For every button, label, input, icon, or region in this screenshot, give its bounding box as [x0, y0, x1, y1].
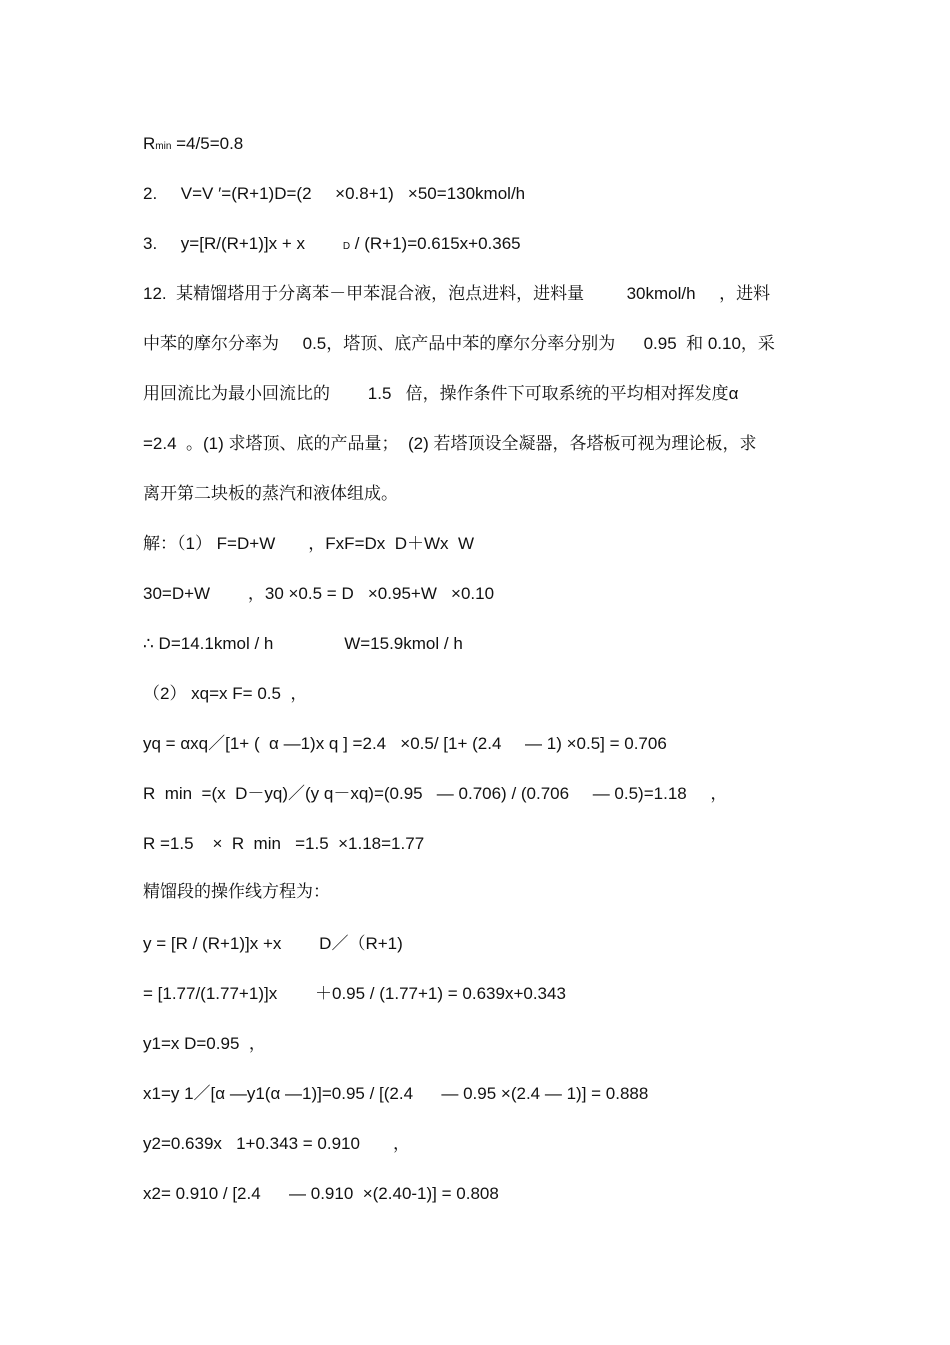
text-line-5: 中苯的摩尔分率为 0.5，塔顶、底产品中苯的摩尔分率分别为 0.95 和 0.10，采 [143, 334, 775, 353]
text-line-21: y2=0.639x 1+0.343 = 0.910 ， [143, 1134, 410, 1153]
text-line-20: x1=y 1／[α —y1(α —1)]=0.95 / [(2.4 — 0.95 ×(2.4 — 1)] = 0.888 [143, 1084, 649, 1103]
text-line-3: 3. y=[R/(R+1)]x + x D / (R+1)=0.615x+0.365 [143, 234, 521, 253]
text-line-16: 精馏段的操作线方程为： [143, 882, 330, 901]
text-line-12: （2） xq=x F= 0.5 ， [143, 684, 308, 703]
text-line-9: 解：（1） F=D+W ，FxF=Dx D＋Wx W [143, 534, 475, 553]
text-line-6: 用回流比为最小回流比的 1.5 倍，操作条件下可取系统的平均相对挥发度α [143, 384, 739, 403]
text-line-11: ∴ D=14.1kmol / h W=15.9kmol / h [143, 634, 463, 653]
text-line-18: = [1.77/(1.77+1)]x ＋0.95 / (1.77+1) = 0.639x+0.343 [143, 984, 566, 1003]
text-line-10: 30=D+W ，30 ×0.5 = D ×0.95+W ×0.10 [143, 584, 495, 603]
text-line-1: Rmin =4/5=0.8 [143, 134, 244, 153]
text-line-17: y = [R / (R+1)]x +x D／（R+1) [143, 934, 403, 953]
text-line-15: R =1.5 × R min =1.5 ×1.18=1.77 [143, 834, 425, 853]
text-line-4: 12. 某精馏塔用于分离苯－甲苯混合液，泡点进料，进料量 30kmol/h ，进料 [143, 284, 771, 303]
text-line-19: y1=x D=0.95 ， [143, 1034, 266, 1053]
text-line-7: =2.4 。(1) 求塔顶、底的产品量； (2) 若塔顶设全凝器，各塔板可视为理论板，求 [143, 434, 757, 453]
text-line-8: 离开第二块板的蒸汽和液体组成。 [143, 484, 398, 503]
text-line-2: 2. V=V ′=(R+1)D=(2 ×0.8+1) ×50=130kmol/h [143, 184, 526, 203]
text-line-22: x2= 0.910 / [2.4 — 0.910 ×(2.40-1)] = 0.808 [143, 1184, 499, 1203]
text-line-14: R min =(x D－yq)／(y q－xq)=(0.95 — 0.706) / (0.706 — 0.5)=1.18 ， [143, 784, 728, 803]
text-line-13: yq = αxq／[1+ ( α —1)x q ] =2.4 ×0.5/ [1+ (2.4 — 1) ×0.5] = 0.706 [143, 734, 667, 753]
